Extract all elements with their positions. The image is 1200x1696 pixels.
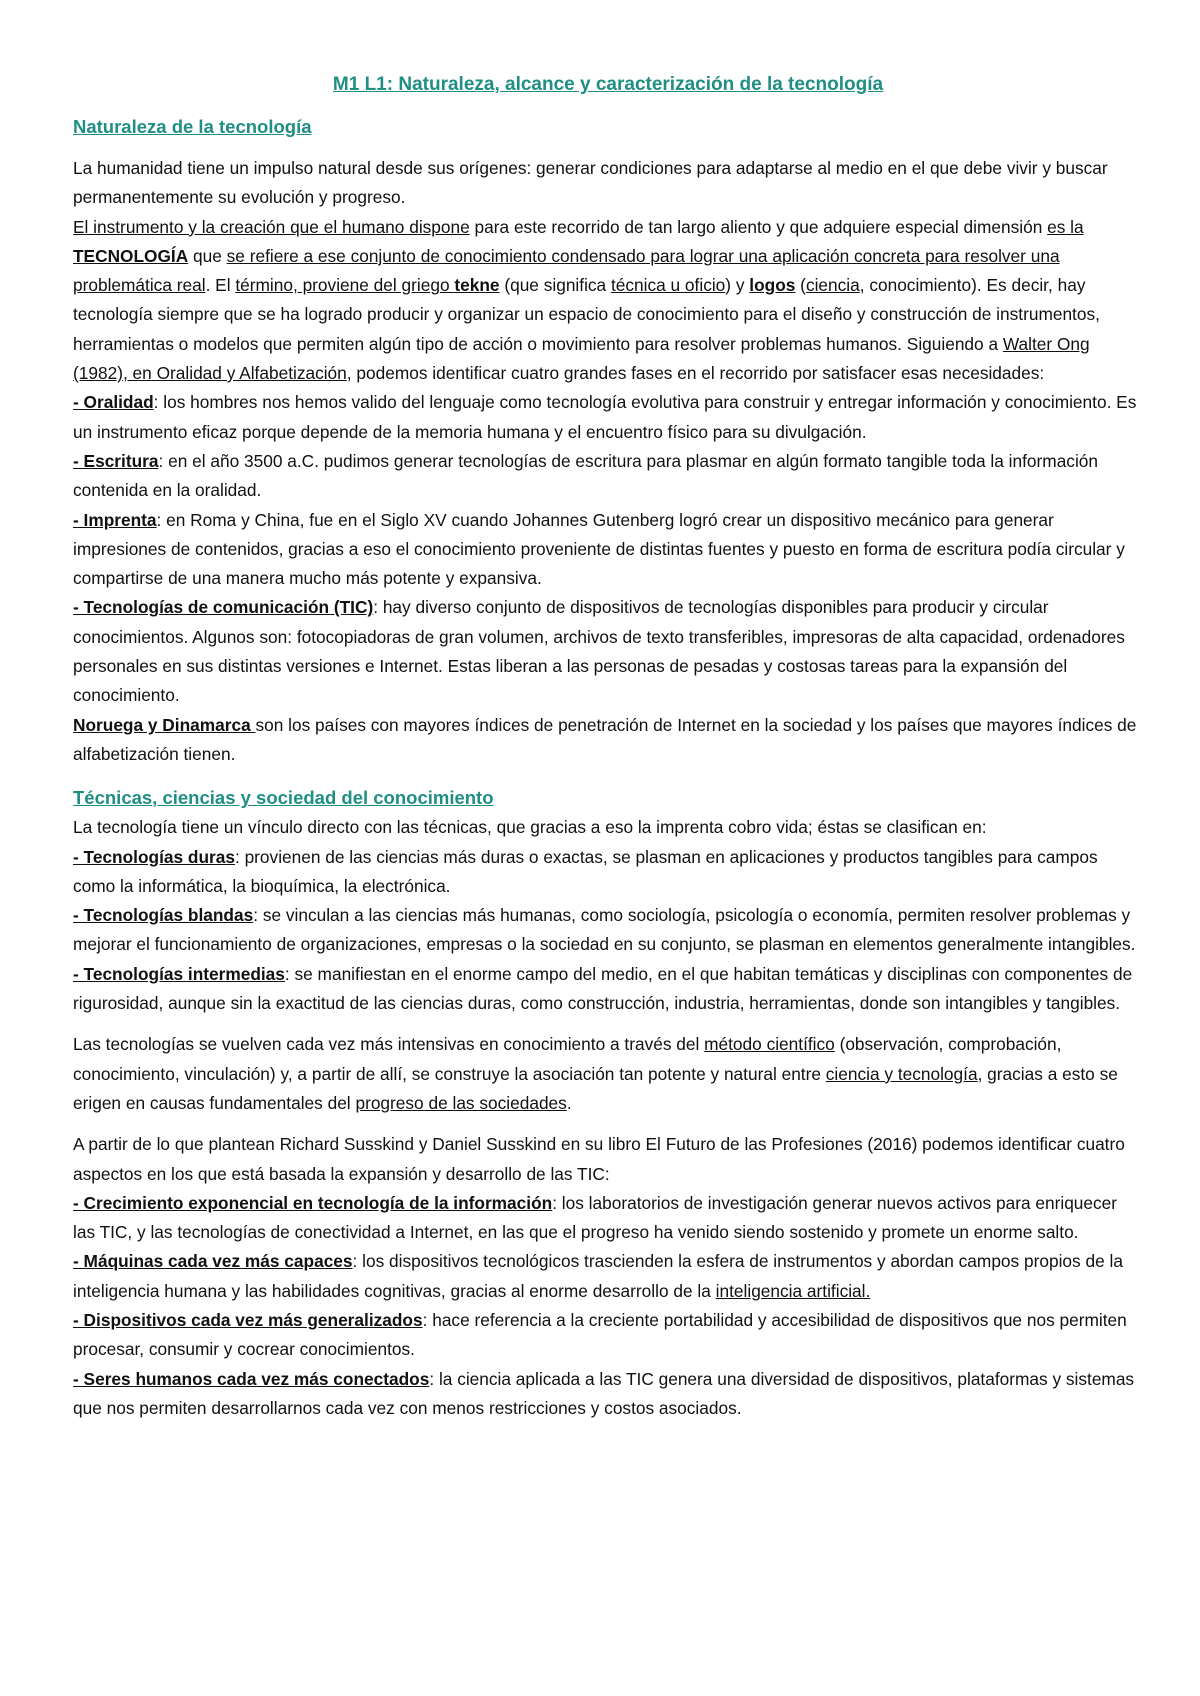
link-progreso: progreso de las sociedades [355,1092,567,1113]
metodo-text-2: (observación, comprobación, conocimiento, vinculación) y, a partir de allí, se construye la asociación tan potente y natural entre [73,1034,1062,1084]
keyword-tekne: tekne [454,275,500,296]
phase-label: - Oralidad [73,392,154,413]
aspect-item [73,1306,1143,1365]
def-underline-1: El instrumento y la creación que el humano dispone [73,216,470,237]
link-ciencia-tecnologia: ciencia y tecnología [825,1063,978,1084]
def-text-4: (que significa [499,275,611,296]
aspect-text: : los laboratorios de investigación generar nuevos activos para enriquecer las TIC, y las tecnologías de conectividad a Internet, en las que el progreso ha venido siendo sostenido y promete un enorme salto. [73,1192,1118,1243]
metodo-text-1: Las tecnologías se vuelven cada vez más intensivas en conocimiento a través del [73,1034,705,1055]
metodo-text-4: . [566,1092,572,1113]
aspect-text: : hace referencia a la creciente portabilidad y accesibilidad de dispositivos que nos permiten procesar, consumir y cocrear conocimientos. [73,1309,1127,1360]
aspect-text: : los dispositivos tecnológicos trascienden la esfera de instrumentos y abordan campos propios de la inteligencia humana y las habilidades cognitivas, gracias al enorme desarrollo de la [73,1251,1123,1301]
def-text-5: ) y [725,275,750,296]
phase-text: : en el año 3500 a.C. pudimos generar tecnologías de escritura para plasmar en algún formato tangible toda la información contenida en la oralidad. [73,450,1099,501]
susskind-text: A partir de lo que plantean Richard Susskind y Daniel Susskind en su libro El Futuro de las Profesiones (2016) podemos identificar cuatro aspectos en los que está basada la expansión y desarrollo de las TIC: [73,1134,1125,1184]
type-item [73,960,1143,1019]
phase-item [73,388,1143,447]
countries-label: Noruega y Dinamarca [73,714,256,735]
phase-item [73,447,1143,506]
type-text: : se vinculan a las ciencias más humanas, como sociología, psicología o economía, permiten resolver problemas y mejorar el funcionamiento de organizaciones, empresas o la sociedad en su conjunto, se plasman en elementos generalmente intangibles. [73,905,1136,955]
def-text-7: , conocimiento). Es decir, hay tecnología siempre que se ha logrado producir y organizar un espacio de conocimiento para el diseño y construcción de instrumentos, herramientas o modelos que permiten algún tipo de acción o movimiento para resolver problemas humanos. Siguiendo a [73,275,1100,354]
phase-label: - Imprenta [73,509,157,530]
aspect-text: : la ciencia aplicada a las TIC genera una diversidad de dispositivos, plataformas y sistemas que nos permiten desarrollarnos cada vez con menos restricciones y costos asociados. [73,1368,1135,1418]
aspect-label: - Dispositivos cada vez más generalizados [73,1309,423,1330]
type-text: : se manifiestan en el enorme campo del medio, en el que habitan temáticas y disciplinas con componentes de rigurosidad, aunque sin la exactitud de las ciencias duras, como construcción, industria, herramientas, donde son intangibles y tangibles. [73,963,1133,1014]
def-text-8: , podemos identificar cuatro grandes fases en el recorrido por satisfacer esas necesidades: [346,363,1045,384]
paragraph-countries [73,711,1143,770]
type-label: - Tecnologías blandas [73,905,254,926]
def-underline-3: se refiere a ese conjunto de conocimiento condensado para lograr una aplicación concreta para resolver una problemática real [73,245,1060,296]
link-metodo-cientifico: método científico [704,1034,835,1055]
tecnicas-intro-text: La tecnología tiene un vínculo directo con las técnicas, que gracias a eso la imprenta cobro vida; éstas se clasifican en: [73,817,987,838]
aspect-label: - Seres humanos cada vez más conectados [73,1368,430,1389]
metodo-text-3: , gracias a esto se erigen en causas fundamentales del [73,1063,1118,1113]
paragraph-intro [73,154,1143,213]
type-label: - Tecnologías duras [73,846,235,867]
phase-item [73,593,1143,710]
section-heading-tecnicas: Técnicas, ciencias y sociedad del conocimiento [73,787,494,809]
document-title: M1 L1: Naturaleza, alcance y caracterización de la tecnología [332,74,884,95]
citation-ong: Walter Ong (1982), en Oralidad y Alfabetización [73,333,1090,384]
type-item [73,901,1143,960]
paragraph-metodo [73,1030,1143,1118]
section-heading-naturaleza: Naturaleza de la tecnología [73,116,312,137]
keyword-logos: logos [749,275,796,296]
phase-label: - Escritura [73,450,159,471]
document-page [73,70,1143,1423]
def-underline-6: ciencia [805,275,860,296]
aspect-label: - Crecimiento exponencial en tecnología de la información [73,1192,553,1213]
phase-label: - Tecnologías de comunicación (TIC) [73,597,374,618]
def-text-1: para este recorrido de tan largo aliento y que adquiere especial dimensión [469,216,1048,237]
paragraph-tecnicas-intro [73,813,1143,842]
intro-text: La humanidad tiene un impulso natural desde sus orígenes: generar condiciones para adaptarse al medio en el que debe vivir y buscar permanentemente su evolución y progreso. [73,158,1108,208]
def-underline-5: técnica u oficio [610,275,726,296]
aspect-label: - Máquinas cada vez más capaces [73,1251,353,1272]
def-underline-4: término, proviene del griego [235,275,455,296]
aspect-item [73,1189,1143,1248]
def-text-2: que [188,245,227,266]
paragraph-definition [73,213,1143,389]
aspect-item [73,1365,1143,1424]
def-underline-2: es la [1047,216,1084,237]
type-label: - Tecnologías intermedias [73,963,285,984]
phase-text: : los hombres nos hemos valido del lenguaje como tecnología evolutiva para construir y entregar información y conocimiento. Es un instrumento eficaz porque depende de la memoria humana y el encuentro físico para su divulgación. [73,392,1137,442]
phase-text: : hay diverso conjunto de dispositivos de tecnologías disponibles para producir y circular conocimientos. Algunos son: fotocopiadoras de gran volumen, archivos de texto transferibles, impresoras de alta capacidad, ordenadores personales en sus distintas versiones e Internet. Estas liberan a las personas de pesadas y costosas tareas para la expansión del conocimiento. [73,597,1125,706]
link-inteligencia-artificial: inteligencia artificial. [715,1280,871,1301]
paragraph-susskind [73,1130,1143,1189]
countries-text: son los países con mayores índices de penetración de Internet en la sociedad y los países que mayores índices de alfabetización tienen. [73,714,1137,764]
type-text: : provienen de las ciencias más duras o exactas, se plasman en aplicaciones y productos tangibles para campos como la informática, la bioquímica, la electrónica. [73,846,1098,896]
aspect-item [73,1247,1143,1306]
type-item [73,843,1143,902]
phase-text: : en Roma y China, fue en el Siglo XV cuando Johannes Gutenberg logró crear un dispositivo mecánico para generar impresiones de contenidos, gracias a eso el conocimiento proveniente de distintas fuentes y puesto en forma de escritura podía circular y compartirse de una manera mucho más potente y expansiva. [73,509,1125,589]
keyword-tecnologia: TECNOLOGÍA [73,245,189,266]
phase-item [73,506,1143,594]
def-text-6: ( [795,275,806,296]
def-text-3: . El [205,275,236,296]
